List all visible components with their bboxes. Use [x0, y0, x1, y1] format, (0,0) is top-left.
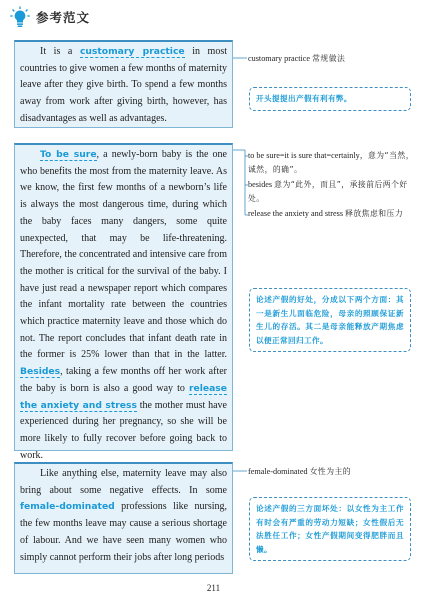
paragraph-disadvantages	[14, 462, 233, 574]
section-header	[10, 6, 90, 28]
paragraph-intro	[14, 40, 233, 128]
note-term: release the anxiety and stress	[248, 209, 344, 218]
paragraph-advantages	[14, 143, 233, 461]
summary-text: 论述产假的好处，分成以下两个方面：其一是新生儿面临危险，母亲的照顾保证新生儿的存活。其二是母亲能释放产期焦虑以便正常回归工作。	[256, 295, 404, 345]
paragraph-text: , a newly-born baby is the one who benefits the most from the maternity leave. As we know, the first few months of a newborn’s life is always the most dangerous time, during which the baby faces many dangers, some quite unexpected, that may be life-threatening. Therefore, the concentrated and intensive care from the mother is critical for the survival of the baby. I have just read a newspaper report which compares the infant mortality rate between the countries which practice maternity leave and those which do not. The report concludes that infant death rate in the former is 25% lower than that in the latter.	[20, 149, 227, 361]
lightbulb-icon	[10, 6, 30, 28]
summary-box-disadvantages	[249, 497, 411, 561]
section-title: 参考范文	[36, 10, 91, 25]
summary-text: 论述产假的三方面坏处：以女性为主工作有时会有严重的劳动力短缺；女性假后无法胜任工作；女性产假期间变得肥胖而且懒。	[256, 504, 404, 554]
note-translation: 常规做法	[312, 54, 346, 63]
highlight-besides: Besides	[20, 366, 61, 378]
paragraph-text: in most countries to give women a few months of maternity leave after they give birth. To spend a few months away from work after giving birth, however, has disadvantages as well as advantages.	[20, 46, 228, 124]
note-besides	[248, 178, 418, 205]
note-customary-practice	[248, 52, 418, 66]
note-female-dominated	[248, 465, 418, 479]
note-term: customary practice	[248, 54, 311, 63]
summary-box-advantages	[249, 288, 411, 352]
highlight-customary-practice: customary practice	[79, 46, 185, 57]
note-to-be-sure	[248, 149, 418, 176]
page-number: 211	[206, 583, 221, 593]
highlight-release-anxiety: release the anxiety and stress	[20, 382, 227, 411]
paragraph-text: Like anything else, maternity leave may also bring about some negative effects. In some	[20, 468, 227, 496]
note-term: to be sure=it is sure that=certainly，	[248, 151, 368, 160]
paragraph-text: , taking a few months off her work after the baby is born is also a good way to	[20, 366, 227, 394]
note-translation: 意为“当然，诚然，的确”。	[248, 151, 414, 174]
note-release-anxiety	[248, 207, 418, 221]
note-term: female-dominated	[248, 467, 308, 476]
highlight-female-dominated: female-dominated	[20, 501, 115, 513]
note-translation: 意为“此外，而且”，承接前后两个好处。	[248, 180, 408, 203]
note-translation: 女性为主的	[309, 467, 352, 476]
paragraph-text: professions like nursing, the few months leave may cause a serious shortage of labour. And we have seen many women who simply cannot perform their jobs after long periods	[20, 501, 227, 563]
note-translation: 释放焦虑和压力	[345, 209, 404, 218]
paragraph-text: the mother must have experienced during her pregnancy, so she will be more likely to fully recover before going back to work.	[20, 399, 227, 461]
summary-box-intro	[249, 87, 411, 111]
highlight-to-be-sure: To be sure	[40, 149, 97, 160]
note-term: besides	[248, 180, 273, 189]
summary-text: 开头提提出产假有利有弊。	[256, 94, 352, 103]
paragraph-text: It is a	[40, 46, 80, 57]
